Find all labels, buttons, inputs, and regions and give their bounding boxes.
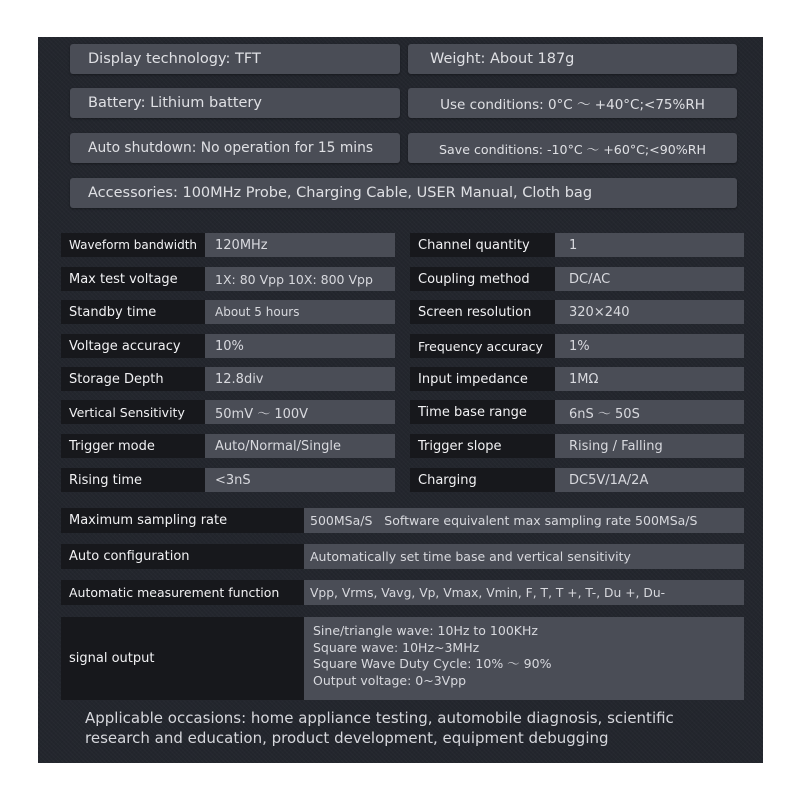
spec-label-trigger-mode: Trigger mode <box>61 434 205 458</box>
spec-value-trigger-slope: Rising / Falling <box>555 434 744 458</box>
spec-label-coupling-method: Coupling method <box>410 267 555 291</box>
spec-label-time-base-range: Time base range <box>410 400 555 424</box>
spec-value-channel-quantity: 1 <box>555 233 744 257</box>
spec-value-max-sampling-rate: 500MSa/S Software equivalent max sampling rate 500MSa/S <box>304 508 744 533</box>
spec-value-coupling-method: DC/AC <box>555 267 744 291</box>
spec-label-frequency-accuracy: Frequency accuracy <box>410 334 555 358</box>
spec-label-auto-configuration: Auto configuration <box>61 544 304 569</box>
accessories-box: Accessories: 100MHz Probe, Charging Cable, USER Manual, Cloth bag <box>70 178 737 208</box>
signal-output-line: Square wave: 10Hz~3MHz <box>313 639 480 655</box>
spec-value-storage-depth: 12.8div <box>205 367 395 391</box>
spec-value-standby-time: About 5 hours <box>205 300 395 324</box>
battery-box: Battery: Lithium battery <box>70 88 400 118</box>
spec-label-input-impedance: Input impedance <box>410 367 555 391</box>
spec-label-storage-depth: Storage Depth <box>61 367 205 391</box>
display-technology-box: Display technology: TFT <box>70 44 400 74</box>
spec-value-waveform-bandwidth: 120MHz <box>205 233 395 257</box>
spec-label-voltage-accuracy: Voltage accuracy <box>61 334 205 358</box>
spec-value-frequency-accuracy: 1% <box>555 334 744 358</box>
spec-value-signal-output <box>304 617 744 700</box>
spec-label-charging: Charging <box>410 468 555 492</box>
spec-value-voltage-accuracy: 10% <box>205 334 395 358</box>
spec-label-channel-quantity: Channel quantity <box>410 233 555 257</box>
applicable-occasions <box>85 708 745 748</box>
applicable-occasions-line: Applicable occasions: home appliance testing, automobile diagnosis, scientific <box>85 709 674 727</box>
save-conditions-box: Save conditions: -10°C ～ +60°C;<90%RH <box>408 133 737 163</box>
signal-output-line: Sine/triangle wave: 10Hz to 100KHz <box>313 623 538 638</box>
applicable-occasions-line: research and education, product development, equipment debugging <box>85 729 609 747</box>
spec-label-trigger-slope: Trigger slope <box>410 434 555 458</box>
auto-shutdown-box: Auto shutdown: No operation for 15 mins <box>70 133 400 163</box>
spec-value-max-test-voltage: 1X: 80 Vpp 10X: 800 Vpp <box>205 267 395 291</box>
spec-value-trigger-mode: Auto/Normal/Single <box>205 434 395 458</box>
spec-value-vertical-sensitivity: 50mV ～ 100V <box>205 400 395 424</box>
spec-value-input-impedance: 1MΩ <box>555 367 744 391</box>
spec-value-auto-configuration: Automatically set time base and vertical sensitivity <box>304 544 744 569</box>
spec-label-auto-measurement: Automatic measurement function <box>61 580 304 605</box>
spec-value-screen-resolution: 320×240 <box>555 300 744 324</box>
signal-output-line: Square Wave Duty Cycle: 10% ～ 90% <box>313 656 552 671</box>
signal-output-line: Output voltage: 0~3Vpp <box>313 672 467 688</box>
spec-label-vertical-sensitivity: Vertical Sensitivity <box>61 400 205 424</box>
spec-value-time-base-range: 6nS ～ 50S <box>555 400 744 424</box>
spec-label-waveform-bandwidth: Waveform bandwidth <box>61 233 205 257</box>
spec-label-rising-time: Rising time <box>61 468 205 492</box>
use-conditions-box: Use conditions: 0°C ～ +40°C;<75%RH <box>408 88 737 118</box>
spec-label-signal-output: signal output <box>61 617 304 700</box>
spec-label-standby-time: Standby time <box>61 300 205 324</box>
spec-label-max-sampling-rate: Maximum sampling rate <box>61 508 304 533</box>
spec-label-max-test-voltage: Max test voltage <box>61 267 205 291</box>
spec-value-auto-measurement: Vpp, Vrms, Vavg, Vp, Vmax, Vmin, F, T, T +, T-, Du +, Du- <box>304 580 744 605</box>
spec-label-screen-resolution: Screen resolution <box>410 300 555 324</box>
weight-box: Weight: About 187g <box>408 44 737 74</box>
spec-value-rising-time: <3nS <box>205 468 395 492</box>
spec-value-charging: DC5V/1A/2A <box>555 468 744 492</box>
